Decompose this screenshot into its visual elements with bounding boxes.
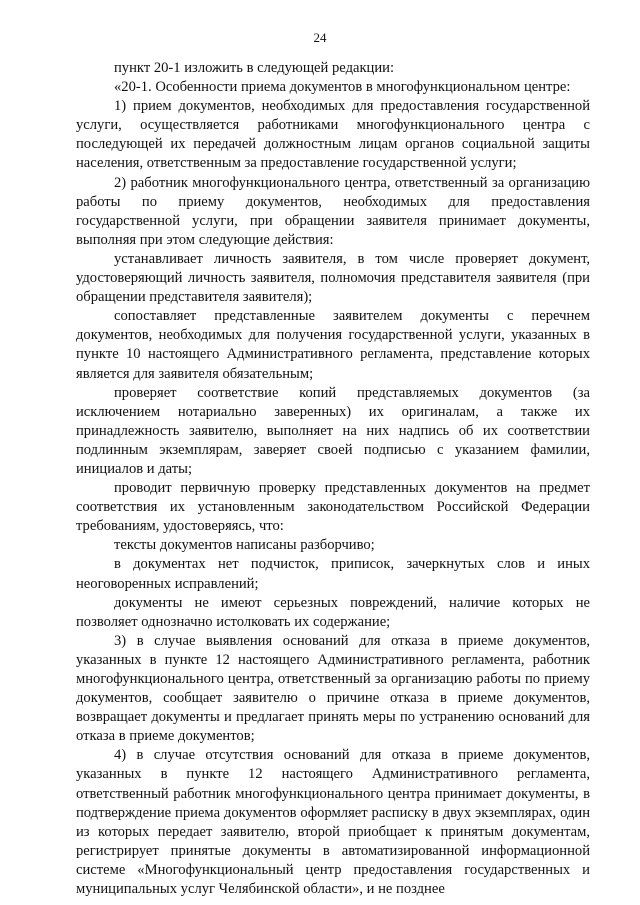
paragraph-section-heading: «20-1. Особенности приема документов в многофункциональном центре: [114,79,571,96]
paragraph-item-1: 1) прием документов, необходимых для предоставления государственной услуги, осуществляется работниками многофункционального центра с последующей их передачей должностным лицам органов социальной защиты населения, ответственным за предоставление государственной услуги; [76,98,590,172]
paragraph-item-4: 4) в случае отсутствия оснований для отказа в приеме документов, указанных в пункте 12 настоящего Административного регламента, ответственный работник многофункционального центра принимает документы, в подтверждение приема документов оформляет расписку в двух экземплярах, один из которых передает заявителю, второй приобщает к принятым документам, регистрирует принятые документы в автоматизированной информационной системе «Многофункциональный центр предоставления государственных и муниципальных услуг Челябинской области», и не позднее [76,747,590,898]
paragraph-item-2: 2) работник многофункционального центра, ответственный за организацию работы по приему документов, необходимых для предоставления государственной услуги, при обращении заявителя принимает документы, выполняя при этом следующие действия: [76,174,590,248]
paragraph-intro: пункт 20-1 изложить в следующей редакции: [114,60,395,76]
paragraph-action-identity: устанавливает личность заявителя, в том числе проверяет документ, удостоверяющий личность заявителя, полномочия представителя заявителя (при обращении представителя заявителя); [76,250,590,306]
paragraph-action-primary-check: проводит первичную проверку представленных документов на предмет соответствия их установленным законодательством Российской Федерации требованиям, удостоверяясь, что: [76,480,590,535]
paragraph-check-no-erasures: в документах нет подчисток, приписок, зачеркнутых слов и иных неоговоренных исправлений; [76,556,590,592]
paragraph-action-verify-copies: проверяет соответствие копий представляемых документов (за исключением нотариально заверенных) их оригиналам, а также их принадлежность заявителю, выполняет на них надпись об их соответствии подлинным экземплярам, заверяет своей подписью с указанием фамилии, инициалов и даты; [76,384,590,477]
paragraph-action-compare: сопоставляет представленные заявителем документы с перечнем документов, необходимых для получения государственной услуги, указанных в пункте 10 настоящего Административного регламента, представление которых является для заявителя обязательным; [76,308,590,382]
paragraph-item-3: 3) в случае выявления оснований для отказа в приеме документов, указанных в пункте 12 настоящего Административного регламента, работник многофункционального центра, ответственный за организацию работы по приему документов, сообщает заявителю о причине отказа в приеме документов, возвращает документы и предлагает принять меры по устранению оснований для отказа в приеме документов; [76,632,590,745]
paragraph-check-no-damage: документы не имеют серьезных повреждений, наличие которых не позволяет однозначно истолковать их содержание; [76,594,590,630]
paragraph-check-legible: тексты документов написаны разборчиво; [114,537,375,554]
document-body [76,59,590,899]
page-number: 24 [313,30,327,45]
